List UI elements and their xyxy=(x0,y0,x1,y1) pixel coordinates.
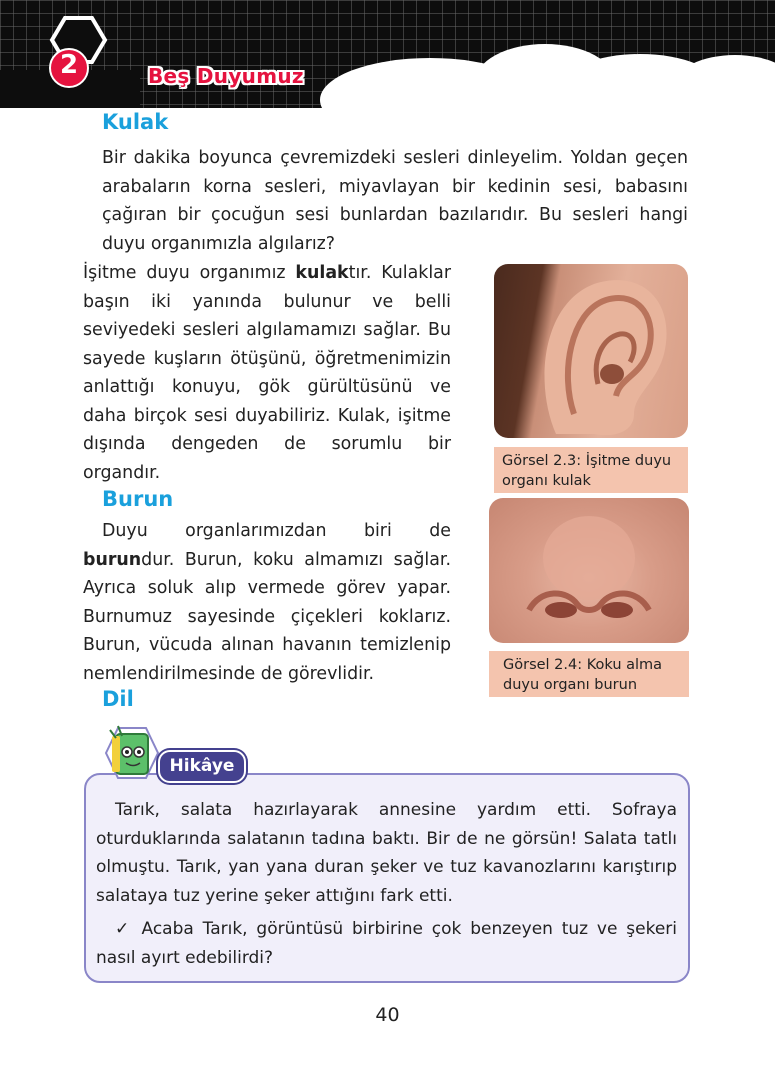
heading-burun: Burun xyxy=(102,487,174,511)
kulak-body-bold: kulak xyxy=(295,263,349,283)
story-tab: Hikâye xyxy=(158,750,246,783)
kulak-body-start: İşitme duyu organımız xyxy=(83,263,296,283)
heading-dil: Dil xyxy=(102,687,134,711)
kulak-intro: Bir dakika boyunca çevremizdeki sesleri dinleyelim. Yoldan geçen arabaların korna sesleri, miyavlayan bir kedinin sesi, babasını çağıran bir çocuğun sesi bunlardan bazılarıdır. Bu sesleri hangi duyu organımızla algılarız? xyxy=(102,148,688,254)
story-question-text: Acaba Tarık, görüntüsü birbirine çok benzeyen tuz ve şekeri nasıl ayırt edebilirdi? xyxy=(96,919,677,968)
page-header xyxy=(0,0,775,110)
ear-photo xyxy=(494,264,688,438)
ear-drawing xyxy=(494,264,688,438)
book-mascot-icon xyxy=(96,718,166,788)
story-paragraph: Tarık, salata hazırlayarak annesine yardım etti. Sofraya oturduklarında salatanın tadına baktı. Bir de ne görsün! Salata tatlı olmuştu. Tarık, yan yana duran şeker ve tuz kavanozlarını karıştırıp salataya tuz yerine şeker attığını fark etti. xyxy=(96,800,677,906)
story-question xyxy=(96,915,677,972)
nose-caption: Görsel 2.4: Koku alma duyu organı burun xyxy=(489,651,689,697)
burun-body xyxy=(83,517,451,688)
unit-number: 2 xyxy=(59,50,79,80)
ear-caption: Görsel 2.3: İşitme duyu organı kulak xyxy=(494,447,688,493)
nose-drawing xyxy=(489,498,689,643)
burun-body-bold: burun xyxy=(83,549,142,570)
chapter-title: Beş Duyumuz xyxy=(148,64,304,88)
header-grid-band xyxy=(0,0,775,110)
kulak-body xyxy=(83,259,451,487)
burun-body-end: dur. Burun, koku almamızı sağlar. Ayrıca soluk alıp vermede görev yapar. Burnumuz sayesinde çiçekleri koklarız. Burun, vücuda alınan havanın temizlenip nemlendirilmesinde de görevlidir. xyxy=(83,549,451,684)
burun-body-start: Duyu organlarımızdan biri de xyxy=(102,521,451,541)
nose-photo xyxy=(489,498,689,643)
kulak-body-end: tır. Kulaklar başın iki yanında bulunur ve belli seviyedeki sesleri algılamamızı sağlar. Bu sayede kuşların ötüşünü, öğretmenimizin anlattığı konuyu, gök gürültüsünü ve daha birçok sesi duyabiliriz. Kulak, işitme dışında dengeden de sorumlu bir organdır. xyxy=(83,263,451,483)
page-number: 40 xyxy=(375,1004,400,1026)
heading-kulak: Kulak xyxy=(102,110,169,134)
check-icon: ✓ xyxy=(115,919,133,939)
